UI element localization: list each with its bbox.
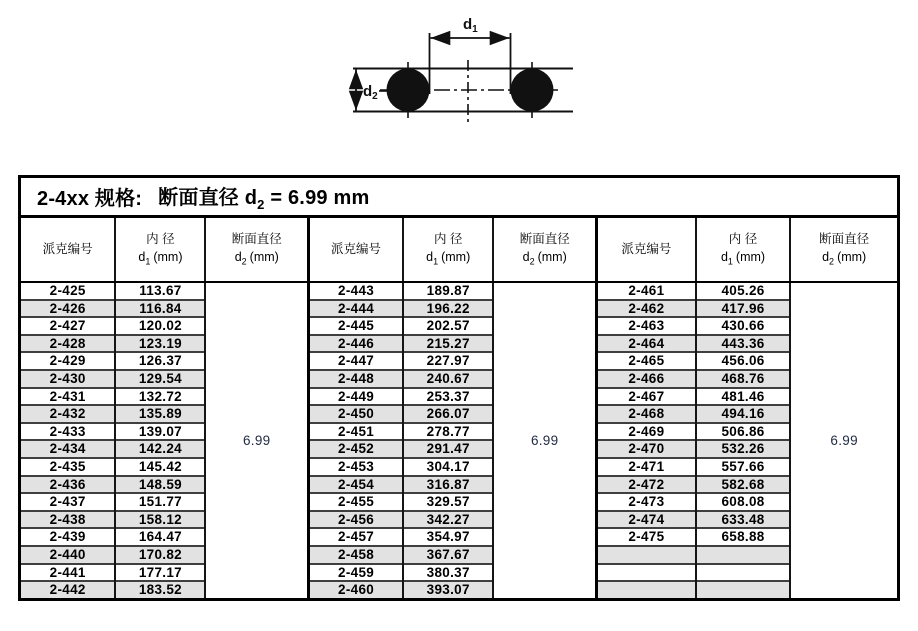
part-number-cell: 2-465: [597, 352, 696, 370]
inner-diameter-cell: 135.89: [115, 405, 205, 423]
part-number-cell: 2-458: [309, 546, 404, 564]
inner-diameter-cell: 139.07: [115, 423, 205, 441]
table-row: [309, 282, 596, 300]
part-number-cell: 2-446: [309, 335, 404, 353]
part-number-cell: 2-469: [597, 423, 696, 441]
part-number-cell: 2-470: [597, 440, 696, 458]
part-number-cell: 2-461: [628, 283, 665, 298]
spec-table-group-2: [307, 218, 595, 598]
col-header-part-number: 派克编号: [597, 218, 696, 282]
inner-diameter-cell: 196.22: [403, 300, 493, 318]
inner-diameter-cell: 227.97: [403, 352, 493, 370]
part-number-cell: 2-425: [49, 283, 86, 298]
part-number-cell: 2-444: [309, 300, 404, 318]
table-row: [597, 282, 897, 300]
inner-diameter-cell: 316.87: [403, 476, 493, 494]
inner-diameter-cell: 329.57: [403, 493, 493, 511]
inner-diameter-cell: 633.48: [696, 511, 791, 529]
inner-diameter-cell: 367.67: [403, 546, 493, 564]
inner-diameter-cell: 158.12: [115, 511, 205, 529]
inner-diameter-cell: 148.59: [115, 476, 205, 494]
part-number-cell: 2-460: [309, 581, 404, 598]
oring-section-right: [511, 69, 554, 112]
oring-section-left: [387, 69, 430, 112]
cross-section-diameter-cell: 6.99: [493, 282, 595, 598]
inner-diameter-cell: 380.37: [403, 564, 493, 582]
inner-diameter-cell: 215.27: [403, 335, 493, 353]
inner-diameter-cell: 129.54: [115, 370, 205, 388]
inner-diameter-cell: 354.97: [403, 528, 493, 546]
inner-diameter-cell: 278.77: [403, 423, 493, 441]
inner-diameter-cell: 240.67: [403, 370, 493, 388]
cross-section-diameter-cell: 6.99: [205, 282, 307, 598]
col-header-inner-diameter: 内 径 $d_1$ (mm): [403, 218, 493, 282]
oring-cross-section-diagram: [330, 12, 590, 130]
part-number-cell: 2-433: [21, 423, 115, 441]
inner-diameter-cell: 342.27: [403, 511, 493, 529]
inner-diameter-cell: 456.06: [696, 352, 791, 370]
part-number-cell: 2-449: [309, 388, 404, 406]
part-number-cell: 2-457: [309, 528, 404, 546]
part-number-cell: 2-467: [597, 388, 696, 406]
inner-diameter-cell: 145.42: [115, 458, 205, 476]
inner-diameter-cell: 170.82: [115, 546, 205, 564]
inner-diameter-cell: 266.07: [403, 405, 493, 423]
inner-diameter-cell: 116.84: [115, 300, 205, 318]
table-groups: [21, 218, 897, 598]
part-number-cell: 2-428: [21, 335, 115, 353]
part-number-cell: 2-471: [597, 458, 696, 476]
title-series: 2-4xx 规格:: [37, 188, 143, 210]
col-header-inner-diameter: 内 径 $d_1$ (mm): [696, 218, 791, 282]
part-number-cell: 2-468: [597, 405, 696, 423]
part-number-cell: 2-452: [309, 440, 404, 458]
part-number-cell: 2-472: [597, 476, 696, 494]
part-number-cell: 2-440: [21, 546, 115, 564]
part-number-cell: 2-450: [309, 405, 404, 423]
part-number-cell: 2-430: [21, 370, 115, 388]
part-number-cell: 2-434: [21, 440, 115, 458]
inner-diameter-cell: 430.66: [696, 317, 791, 335]
part-number-cell: 2-475: [597, 528, 696, 546]
col-header-cross-section: 断面直径 $d_2$ (mm): [790, 218, 897, 282]
inner-diameter-cell: 608.08: [696, 493, 791, 511]
inner-diameter-cell: 658.88: [696, 528, 791, 546]
part-number-cell: 2-456: [309, 511, 404, 529]
part-number-cell: 2-447: [309, 352, 404, 370]
inner-diameter-cell: 202.57: [403, 317, 493, 335]
inner-diameter-cell: 151.77: [115, 493, 205, 511]
inner-diameter-cell: 123.19: [115, 335, 205, 353]
inner-diameter-cell: 291.47: [403, 440, 493, 458]
part-number-cell: 2-448: [309, 370, 404, 388]
part-number-cell: 2-426: [21, 300, 115, 318]
inner-diameter-cell: [696, 564, 791, 582]
inner-diameter-cell: 582.68: [696, 476, 791, 494]
inner-diameter-cell: 189.87: [403, 282, 493, 300]
part-number-cell: 2-474: [597, 511, 696, 529]
inner-diameter-cell: 113.67: [115, 282, 205, 300]
col-header-cross-section: 断面直径 $d_2$ (mm): [493, 218, 595, 282]
cross-section-diameter-cell: 6.99: [790, 282, 897, 598]
inner-diameter-cell: 494.16: [696, 405, 791, 423]
part-number-cell: 2-436: [21, 476, 115, 494]
part-number-cell: 2-453: [309, 458, 404, 476]
part-number-cell: 2-454: [309, 476, 404, 494]
inner-diameter-cell: 164.47: [115, 528, 205, 546]
table-body-group-1: [21, 282, 307, 598]
col-header-part-number: 派克编号: [21, 218, 115, 282]
title-spec: 断面直径 $d_2 = 6.99$ mm: [158, 187, 370, 212]
part-number-cell: 2-435: [21, 458, 115, 476]
part-number-cell: 2-442: [21, 581, 115, 598]
header-row: [21, 218, 307, 282]
d1-dimension-label: $d_1$: [463, 16, 478, 35]
inner-diameter-cell: 557.66: [696, 458, 791, 476]
part-number-cell: [597, 564, 696, 582]
col-header-part-number: 派克编号: [309, 218, 404, 282]
part-number-cell: 2-459: [309, 564, 404, 582]
part-number-cell: 2-429: [21, 352, 115, 370]
part-number-cell: 2-464: [597, 335, 696, 353]
inner-diameter-cell: 177.17: [115, 564, 205, 582]
part-number-cell: 2-462: [597, 300, 696, 318]
part-number-cell: 2-439: [21, 528, 115, 546]
table-title: [21, 178, 897, 218]
col-header-inner-diameter: 内 径 $d_1$ (mm): [115, 218, 205, 282]
oring-spec-table: [18, 175, 900, 601]
inner-diameter-cell: 532.26: [696, 440, 791, 458]
inner-diameter-cell: 132.72: [115, 388, 205, 406]
part-number-cell: 2-455: [309, 493, 404, 511]
inner-diameter-cell: [696, 546, 791, 564]
header-row: [597, 218, 897, 282]
header-row: [309, 218, 596, 282]
part-number-cell: 2-443: [338, 283, 375, 298]
inner-diameter-cell: 183.52: [115, 581, 205, 598]
spec-table-group-3: [595, 218, 897, 598]
inner-diameter-cell: 253.37: [403, 388, 493, 406]
part-number-cell: 2-438: [21, 511, 115, 529]
part-number-cell: 2-466: [597, 370, 696, 388]
d2-dimension-label: $d_2$: [363, 83, 378, 102]
table-body-group-2: [309, 282, 596, 598]
inner-diameter-cell: 120.02: [115, 317, 205, 335]
part-number-cell: 2-445: [309, 317, 404, 335]
inner-diameter-cell: 481.46: [696, 388, 791, 406]
inner-diameter-cell: 417.96: [696, 300, 791, 318]
col-header-cross-section: 断面直径 $d_2$ (mm): [205, 218, 307, 282]
part-number-cell: [597, 581, 696, 598]
inner-diameter-cell: 142.24: [115, 440, 205, 458]
part-number-cell: 2-463: [597, 317, 696, 335]
part-number-cell: 2-473: [597, 493, 696, 511]
part-number-cell: 2-437: [21, 493, 115, 511]
table-row: [21, 282, 307, 300]
part-number-cell: 2-432: [21, 405, 115, 423]
part-number-cell: [597, 546, 696, 564]
part-number-cell: 2-427: [21, 317, 115, 335]
inner-diameter-cell: 506.86: [696, 423, 791, 441]
inner-diameter-cell: 405.26: [696, 282, 791, 300]
inner-diameter-cell: 393.07: [403, 581, 493, 598]
spec-table-group-1: [21, 218, 307, 598]
inner-diameter-cell: 126.37: [115, 352, 205, 370]
inner-diameter-cell: 468.76: [696, 370, 791, 388]
inner-diameter-cell: [696, 581, 791, 598]
inner-diameter-cell: 304.17: [403, 458, 493, 476]
part-number-cell: 2-431: [21, 388, 115, 406]
inner-diameter-cell: 443.36: [696, 335, 791, 353]
part-number-cell: 2-451: [309, 423, 404, 441]
part-number-cell: 2-441: [21, 564, 115, 582]
table-body-group-3: [597, 282, 897, 598]
